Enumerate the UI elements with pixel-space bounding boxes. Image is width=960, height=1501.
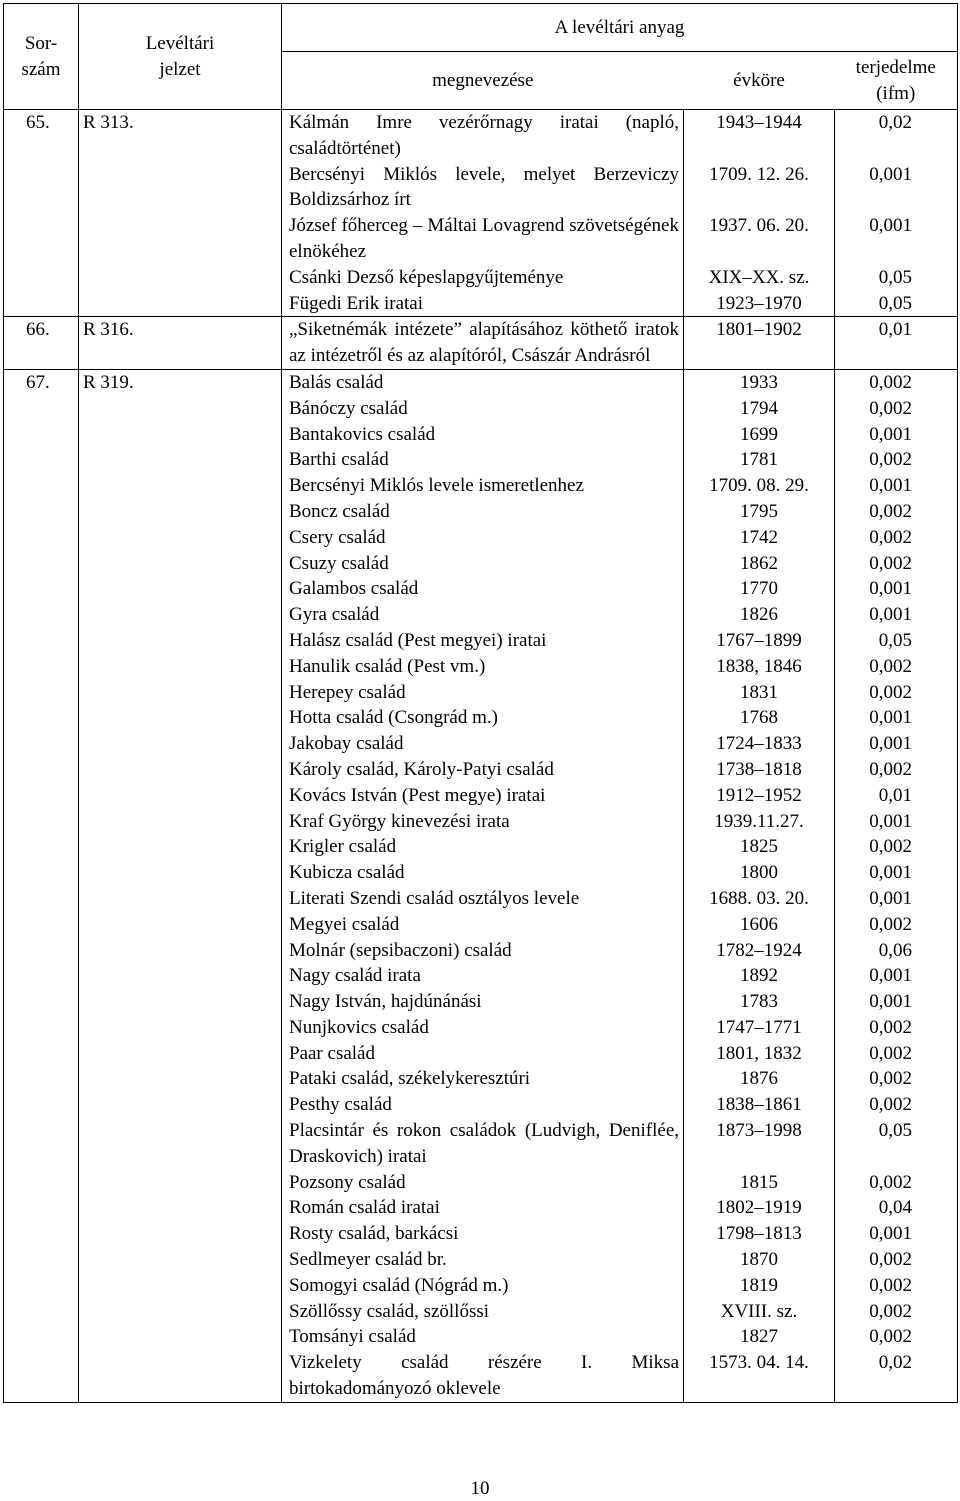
row-megnevezes: Somogyi család (Nógrád m.) <box>282 1273 684 1299</box>
row-terjedelem: 0,001 <box>835 602 958 628</box>
row-evkore: 1831 <box>684 680 835 706</box>
row-jelzet <box>79 834 282 860</box>
row-megnevezes: Bercsényi Miklós levele, melyet Berzeviczy Boldizsárhoz írt <box>282 162 684 214</box>
row-sorszam <box>4 1195 79 1221</box>
table-row <box>4 1118 958 1170</box>
row-sorszam <box>4 473 79 499</box>
row-terjedelem: 0,002 <box>835 369 958 395</box>
table-row <box>4 602 958 628</box>
row-megnevezes: Bercsényi Miklós levele ismeretlenhez <box>282 473 684 499</box>
row-sorszam: 65. <box>4 110 79 162</box>
row-terjedelem: 0,002 <box>835 654 958 680</box>
row-jelzet <box>79 912 282 938</box>
row-megnevezes: Balás család <box>282 369 684 395</box>
row-megnevezes: Placsintár és rokon családok (Ludvigh, Deniflée, Draskovich) iratai <box>282 1118 684 1170</box>
row-jelzet <box>79 809 282 835</box>
row-evkore: 1892 <box>684 963 835 989</box>
row-evkore: 1768 <box>684 705 835 731</box>
header-jelzet: Levéltári jelzet <box>79 4 282 110</box>
row-jelzet <box>79 886 282 912</box>
table-row <box>4 628 958 654</box>
row-evkore: 1943–1944 <box>684 110 835 162</box>
row-sorszam <box>4 1015 79 1041</box>
row-terjedelem: 0,04 <box>835 1195 958 1221</box>
table-row <box>4 860 958 886</box>
row-megnevezes: Hotta család (Csongrád m.) <box>282 705 684 731</box>
row-megnevezes: Nagy család irata <box>282 963 684 989</box>
row-sorszam <box>4 1066 79 1092</box>
row-jelzet <box>79 213 282 265</box>
row-terjedelem: 0,002 <box>835 1299 958 1325</box>
row-megnevezes: „Siketnémák intézete” alapításához köthető iratok az intézetről és az alapítóról, Császár Andrásról <box>282 317 684 370</box>
row-terjedelem: 0,001 <box>835 963 958 989</box>
table-row <box>4 1350 958 1402</box>
row-megnevezes: Herepey család <box>282 680 684 706</box>
table-row <box>4 265 958 291</box>
row-megnevezes: Fügedi Erik iratai <box>282 291 684 317</box>
row-sorszam <box>4 396 79 422</box>
row-jelzet <box>79 1221 282 1247</box>
row-megnevezes: Szöllőssy család, szöllőssi <box>282 1299 684 1325</box>
row-sorszam <box>4 447 79 473</box>
row-megnevezes: Krigler család <box>282 834 684 860</box>
row-evkore: 1801, 1832 <box>684 1041 835 1067</box>
row-evkore: 1606 <box>684 912 835 938</box>
table-row <box>4 422 958 448</box>
row-terjedelem: 0,02 <box>835 1350 958 1402</box>
row-jelzet <box>79 1170 282 1196</box>
row-evkore: 1800 <box>684 860 835 886</box>
table-row <box>4 705 958 731</box>
row-evkore: 1782–1924 <box>684 938 835 964</box>
row-sorszam <box>4 162 79 214</box>
row-evkore: 1819 <box>684 1273 835 1299</box>
row-terjedelem: 0,001 <box>835 809 958 835</box>
row-sorszam <box>4 963 79 989</box>
row-evkore: 1876 <box>684 1066 835 1092</box>
row-sorszam <box>4 886 79 912</box>
row-megnevezes: Vizkelety család részére I. Miksa birtokadományozó oklevele <box>282 1350 684 1402</box>
row-sorszam <box>4 265 79 291</box>
row-jelzet <box>79 654 282 680</box>
table-row <box>4 809 958 835</box>
row-terjedelem: 0,002 <box>835 396 958 422</box>
row-sorszam <box>4 551 79 577</box>
table-row <box>4 938 958 964</box>
row-evkore: 1742 <box>684 525 835 551</box>
row-sorszam <box>4 912 79 938</box>
row-terjedelem: 0,002 <box>835 912 958 938</box>
row-terjedelem: 0,002 <box>835 1066 958 1092</box>
table-row <box>4 886 958 912</box>
row-evkore: 1815 <box>684 1170 835 1196</box>
row-terjedelem: 0,001 <box>835 1221 958 1247</box>
row-jelzet <box>79 162 282 214</box>
row-megnevezes: Paar család <box>282 1041 684 1067</box>
row-terjedelem: 0,001 <box>835 989 958 1015</box>
row-evkore: 1709. 08. 29. <box>684 473 835 499</box>
row-terjedelem: 0,002 <box>835 1324 958 1350</box>
row-sorszam <box>4 628 79 654</box>
table-row <box>4 1041 958 1067</box>
table-row <box>4 783 958 809</box>
table-row <box>4 551 958 577</box>
row-jelzet: R 313. <box>79 110 282 162</box>
row-sorszam <box>4 291 79 317</box>
row-sorszam <box>4 654 79 680</box>
row-evkore: 1767–1899 <box>684 628 835 654</box>
row-terjedelem: 0,001 <box>835 473 958 499</box>
row-jelzet <box>79 1247 282 1273</box>
row-jelzet <box>79 396 282 422</box>
row-jelzet <box>79 576 282 602</box>
row-jelzet <box>79 1299 282 1325</box>
row-jelzet <box>79 989 282 1015</box>
row-evkore: 1825 <box>684 834 835 860</box>
row-megnevezes: Bánóczy család <box>282 396 684 422</box>
row-jelzet <box>79 525 282 551</box>
row-terjedelem: 0,002 <box>835 1170 958 1196</box>
row-megnevezes: Megyei család <box>282 912 684 938</box>
row-sorszam <box>4 989 79 1015</box>
row-evkore: 1873–1998 <box>684 1118 835 1170</box>
row-sorszam <box>4 1350 79 1402</box>
row-jelzet: R 319. <box>79 369 282 395</box>
row-megnevezes: Halász család (Pest megyei) iratai <box>282 628 684 654</box>
table-row <box>4 989 958 1015</box>
row-terjedelem: 0,01 <box>835 317 958 370</box>
row-megnevezes: Csánki Dezső képeslapgyűjteménye <box>282 265 684 291</box>
row-evkore: 1781 <box>684 447 835 473</box>
row-terjedelem: 0,002 <box>835 1041 958 1067</box>
row-jelzet <box>79 963 282 989</box>
row-megnevezes: Boncz család <box>282 499 684 525</box>
row-megnevezes: Károly család, Károly-Patyi család <box>282 757 684 783</box>
row-terjedelem: 0,001 <box>835 705 958 731</box>
row-jelzet <box>79 1118 282 1170</box>
row-megnevezes: Kovács István (Pest megye) iratai <box>282 783 684 809</box>
row-evkore: 1838–1861 <box>684 1092 835 1118</box>
row-sorszam <box>4 731 79 757</box>
row-sorszam: 66. <box>4 317 79 370</box>
row-jelzet <box>79 860 282 886</box>
row-jelzet <box>79 1273 282 1299</box>
row-evkore: 1827 <box>684 1324 835 1350</box>
row-sorszam <box>4 422 79 448</box>
row-evkore: 1724–1833 <box>684 731 835 757</box>
row-megnevezes: Sedlmeyer család br. <box>282 1247 684 1273</box>
table-row <box>4 110 958 162</box>
row-sorszam <box>4 1273 79 1299</box>
row-megnevezes: Tomsányi család <box>282 1324 684 1350</box>
row-megnevezes: Bantakovics család <box>282 422 684 448</box>
table-row <box>4 213 958 265</box>
row-evkore: 1923–1970 <box>684 291 835 317</box>
row-megnevezes: Román család iratai <box>282 1195 684 1221</box>
row-evkore: 1939.11.27. <box>684 809 835 835</box>
row-evkore: 1912–1952 <box>684 783 835 809</box>
row-terjedelem: 0,001 <box>835 422 958 448</box>
row-evkore: 1801–1902 <box>684 317 835 370</box>
table-row <box>4 473 958 499</box>
row-evkore: 1870 <box>684 1247 835 1273</box>
header-megnevezese: megnevezése <box>282 52 684 110</box>
row-evkore: 1688. 03. 20. <box>684 886 835 912</box>
row-evkore: XIX–XX. sz. <box>684 265 835 291</box>
row-evkore: 1770 <box>684 576 835 602</box>
row-sorszam <box>4 1170 79 1196</box>
row-jelzet <box>79 499 282 525</box>
row-terjedelem: 0,002 <box>835 1092 958 1118</box>
row-megnevezes: Nagy István, hajdúnánási <box>282 989 684 1015</box>
table-row <box>4 576 958 602</box>
row-jelzet <box>79 1041 282 1067</box>
table-row <box>4 1092 958 1118</box>
row-megnevezes: Hanulik család (Pest vm.) <box>282 654 684 680</box>
table-row <box>4 291 958 317</box>
row-terjedelem: 0,002 <box>835 1273 958 1299</box>
table-row <box>4 369 958 395</box>
row-megnevezes: Jakobay család <box>282 731 684 757</box>
row-jelzet <box>79 265 282 291</box>
row-evkore: XVIII. sz. <box>684 1299 835 1325</box>
table-row <box>4 1015 958 1041</box>
table-row <box>4 731 958 757</box>
row-sorszam <box>4 1247 79 1273</box>
row-jelzet <box>79 1066 282 1092</box>
row-terjedelem: 0,05 <box>835 1118 958 1170</box>
row-jelzet <box>79 757 282 783</box>
table-row <box>4 1170 958 1196</box>
row-jelzet <box>79 1324 282 1350</box>
row-sorszam <box>4 860 79 886</box>
row-sorszam <box>4 1299 79 1325</box>
table-row <box>4 1247 958 1273</box>
header-sorszam: Sor- szám <box>4 4 79 110</box>
row-sorszam <box>4 576 79 602</box>
table-row <box>4 1324 958 1350</box>
table-row <box>4 654 958 680</box>
table-row <box>4 525 958 551</box>
row-evkore: 1783 <box>684 989 835 1015</box>
row-megnevezes: Kubicza család <box>282 860 684 886</box>
row-evkore: 1747–1771 <box>684 1015 835 1041</box>
row-terjedelem: 0,002 <box>835 525 958 551</box>
table-row <box>4 1195 958 1221</box>
row-sorszam <box>4 213 79 265</box>
row-terjedelem: 0,001 <box>835 731 958 757</box>
row-sorszam <box>4 834 79 860</box>
row-terjedelem: 0,001 <box>835 162 958 214</box>
row-jelzet <box>79 291 282 317</box>
header-terjedelme: terjedelme (ifm) <box>835 52 958 110</box>
table-row <box>4 499 958 525</box>
table-row <box>4 1299 958 1325</box>
row-terjedelem: 0,002 <box>835 1015 958 1041</box>
row-terjedelem: 0,05 <box>835 628 958 654</box>
row-evkore: 1738–1818 <box>684 757 835 783</box>
row-jelzet <box>79 1195 282 1221</box>
row-evkore: 1699 <box>684 422 835 448</box>
row-terjedelem: 0,002 <box>835 447 958 473</box>
row-megnevezes: Nunjkovics család <box>282 1015 684 1041</box>
table-row <box>4 1273 958 1299</box>
row-evkore: 1933 <box>684 369 835 395</box>
header-evkore: évköre <box>684 52 835 110</box>
row-terjedelem: 0,002 <box>835 757 958 783</box>
row-megnevezes: Molnár (sepsibaczoni) család <box>282 938 684 964</box>
row-jelzet <box>79 1092 282 1118</box>
row-terjedelem: 0,01 <box>835 783 958 809</box>
row-sorszam <box>4 1324 79 1350</box>
row-terjedelem: 0,001 <box>835 576 958 602</box>
row-sorszam <box>4 680 79 706</box>
row-terjedelem: 0,001 <box>835 213 958 265</box>
row-evkore: 1838, 1846 <box>684 654 835 680</box>
table-row <box>4 834 958 860</box>
row-jelzet <box>79 731 282 757</box>
row-sorszam <box>4 757 79 783</box>
row-sorszam <box>4 1092 79 1118</box>
row-terjedelem: 0,05 <box>835 265 958 291</box>
row-sorszam: 67. <box>4 369 79 395</box>
row-jelzet <box>79 1350 282 1402</box>
row-evkore: 1862 <box>684 551 835 577</box>
row-terjedelem: 0,002 <box>835 1247 958 1273</box>
row-jelzet <box>79 1015 282 1041</box>
row-megnevezes: Pataki család, székelykeresztúri <box>282 1066 684 1092</box>
row-sorszam <box>4 525 79 551</box>
table-row <box>4 162 958 214</box>
row-megnevezes: Csery család <box>282 525 684 551</box>
row-megnevezes: Barthi család <box>282 447 684 473</box>
row-sorszam <box>4 1221 79 1247</box>
row-sorszam <box>4 1041 79 1067</box>
page-number: 10 <box>470 1478 490 1499</box>
row-sorszam <box>4 705 79 731</box>
row-megnevezes: Rosty család, barkácsi <box>282 1221 684 1247</box>
row-sorszam <box>4 499 79 525</box>
row-jelzet <box>79 705 282 731</box>
row-terjedelem: 0,02 <box>835 110 958 162</box>
table-row <box>4 396 958 422</box>
row-megnevezes: Pesthy család <box>282 1092 684 1118</box>
row-sorszam <box>4 783 79 809</box>
row-megnevezes: Kraf György kinevezési irata <box>282 809 684 835</box>
row-terjedelem: 0,002 <box>835 551 958 577</box>
row-evkore: 1826 <box>684 602 835 628</box>
table-row <box>4 963 958 989</box>
row-terjedelem: 0,002 <box>835 680 958 706</box>
row-evkore: 1798–1813 <box>684 1221 835 1247</box>
row-megnevezes: Kálmán Imre vezérőrnagy iratai (napló, családtörténet) <box>282 110 684 162</box>
row-terjedelem: 0,001 <box>835 860 958 886</box>
table-row <box>4 1221 958 1247</box>
table-row <box>4 757 958 783</box>
row-evkore: 1802–1919 <box>684 1195 835 1221</box>
row-evkore: 1794 <box>684 396 835 422</box>
row-terjedelem: 0,002 <box>835 499 958 525</box>
row-sorszam <box>4 1118 79 1170</box>
row-evkore: 1709. 12. 26. <box>684 162 835 214</box>
row-terjedelem: 0,001 <box>835 886 958 912</box>
row-terjedelem: 0,06 <box>835 938 958 964</box>
row-megnevezes: Galambos család <box>282 576 684 602</box>
row-jelzet <box>79 473 282 499</box>
row-megnevezes: Csuzy család <box>282 551 684 577</box>
row-sorszam <box>4 809 79 835</box>
row-evkore: 1795 <box>684 499 835 525</box>
row-evkore: 1573. 04. 14. <box>684 1350 835 1402</box>
row-jelzet <box>79 602 282 628</box>
table-row <box>4 1066 958 1092</box>
row-evkore: 1937. 06. 20. <box>684 213 835 265</box>
row-jelzet <box>79 551 282 577</box>
row-megnevezes: Gyra család <box>282 602 684 628</box>
table-row <box>4 680 958 706</box>
table-row <box>4 317 958 370</box>
row-sorszam <box>4 602 79 628</box>
row-jelzet: R 316. <box>79 317 282 370</box>
row-terjedelem: 0,002 <box>835 834 958 860</box>
row-megnevezes: József főherceg – Máltai Lovagrend szövetségének elnökéhez <box>282 213 684 265</box>
row-jelzet <box>79 628 282 654</box>
table-row <box>4 447 958 473</box>
row-jelzet <box>79 447 282 473</box>
table-row <box>4 912 958 938</box>
archive-table <box>3 3 958 1403</box>
row-jelzet <box>79 783 282 809</box>
header-levéltári-anyag: A levéltári anyag <box>282 4 958 52</box>
row-jelzet <box>79 422 282 448</box>
row-jelzet <box>79 938 282 964</box>
row-megnevezes: Pozsony család <box>282 1170 684 1196</box>
row-megnevezes: Literati Szendi család osztályos levele <box>282 886 684 912</box>
row-sorszam <box>4 938 79 964</box>
row-jelzet <box>79 680 282 706</box>
row-terjedelem: 0,05 <box>835 291 958 317</box>
